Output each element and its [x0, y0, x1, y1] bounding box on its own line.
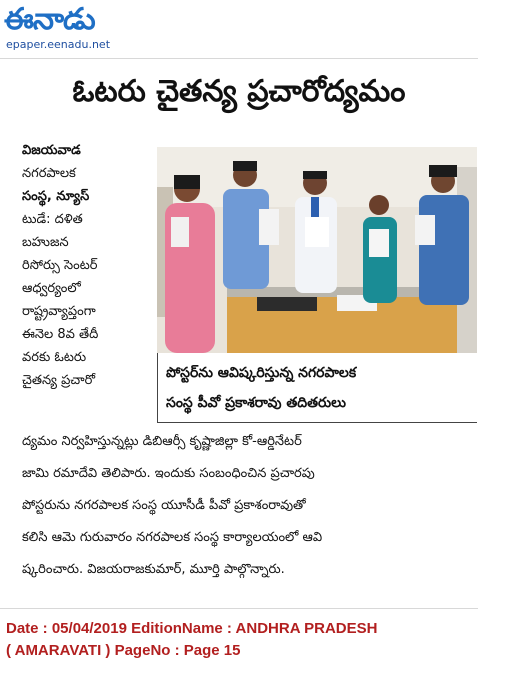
article-photo	[157, 147, 477, 353]
article-left-column	[22, 162, 150, 392]
body-line: రిసోర్సు సెంటర్	[22, 258, 98, 273]
body-line: కలిసి ఆమె గురువారం నగరపాలక సంస్థ కార్యాలయంలో ఆవి	[22, 530, 323, 545]
body-line: వరకు ఓటరు	[22, 350, 87, 365]
newspaper-logo: ఈనాడు	[4, 2, 95, 37]
body-line: ష్కరించారు. విజయరాజకుమార్, మూర్తి పాల్గొన్నారు.	[22, 562, 285, 577]
top-divider	[0, 58, 478, 59]
article-full-width-text	[22, 426, 482, 586]
photo-caption	[157, 353, 477, 423]
body-line: పోస్టరును నగరపాలక సంస్థ యూసీడీ పీవో ప్రకాశంరావుతో	[22, 498, 306, 513]
edition-footer	[6, 618, 496, 662]
bottom-divider	[0, 608, 478, 609]
body-line: టుడే: దళిత	[22, 212, 83, 227]
body-line: జామి రమాదేవి తెలిపారు. ఇందుకు సంబంధించిన ప్రచారపు	[22, 466, 315, 481]
group-photo-image	[157, 147, 477, 353]
masthead	[4, 2, 154, 54]
body-line: చైతన్య ప్రచారో	[22, 373, 96, 388]
body-line: రాష్ట్రవ్యాప్తంగా	[22, 304, 96, 319]
body-line: ఈనెల 8వ తేదీ	[22, 327, 99, 342]
caption-line: పోస్టర్‌ను ఆవిష్కరిస్తున్న నగరపాలక	[166, 365, 357, 381]
body-line: బహుజన	[22, 235, 69, 250]
body-line: ద్యమం నిర్వహిస్తున్నట్లు డిబిఆర్సీ కృష్ణాజిల్లా కో-ఆర్డినేటర్	[22, 434, 302, 449]
body-line: నగరపాలక	[22, 166, 76, 181]
edition-page-line: ( AMARAVATI ) PageNo : Page 15	[6, 642, 241, 659]
body-line: సంస్థ, న్యూస్	[22, 189, 90, 204]
body-line: ఆధ్వర్యంలో	[22, 281, 81, 296]
caption-line: సంస్థ పీవో ప్రకాశరావు తదితరులు	[166, 395, 346, 411]
edition-date-line: Date : 05/04/2019 EditionName : ANDHRA PRADESH	[6, 620, 378, 637]
epaper-url[interactable]: epaper.eenadu.net	[6, 38, 111, 51]
article-headline: ఓటరు చైతన్య ప్రచారోద్యమం	[72, 74, 406, 109]
dateline: విజయవాడ	[22, 143, 81, 158]
